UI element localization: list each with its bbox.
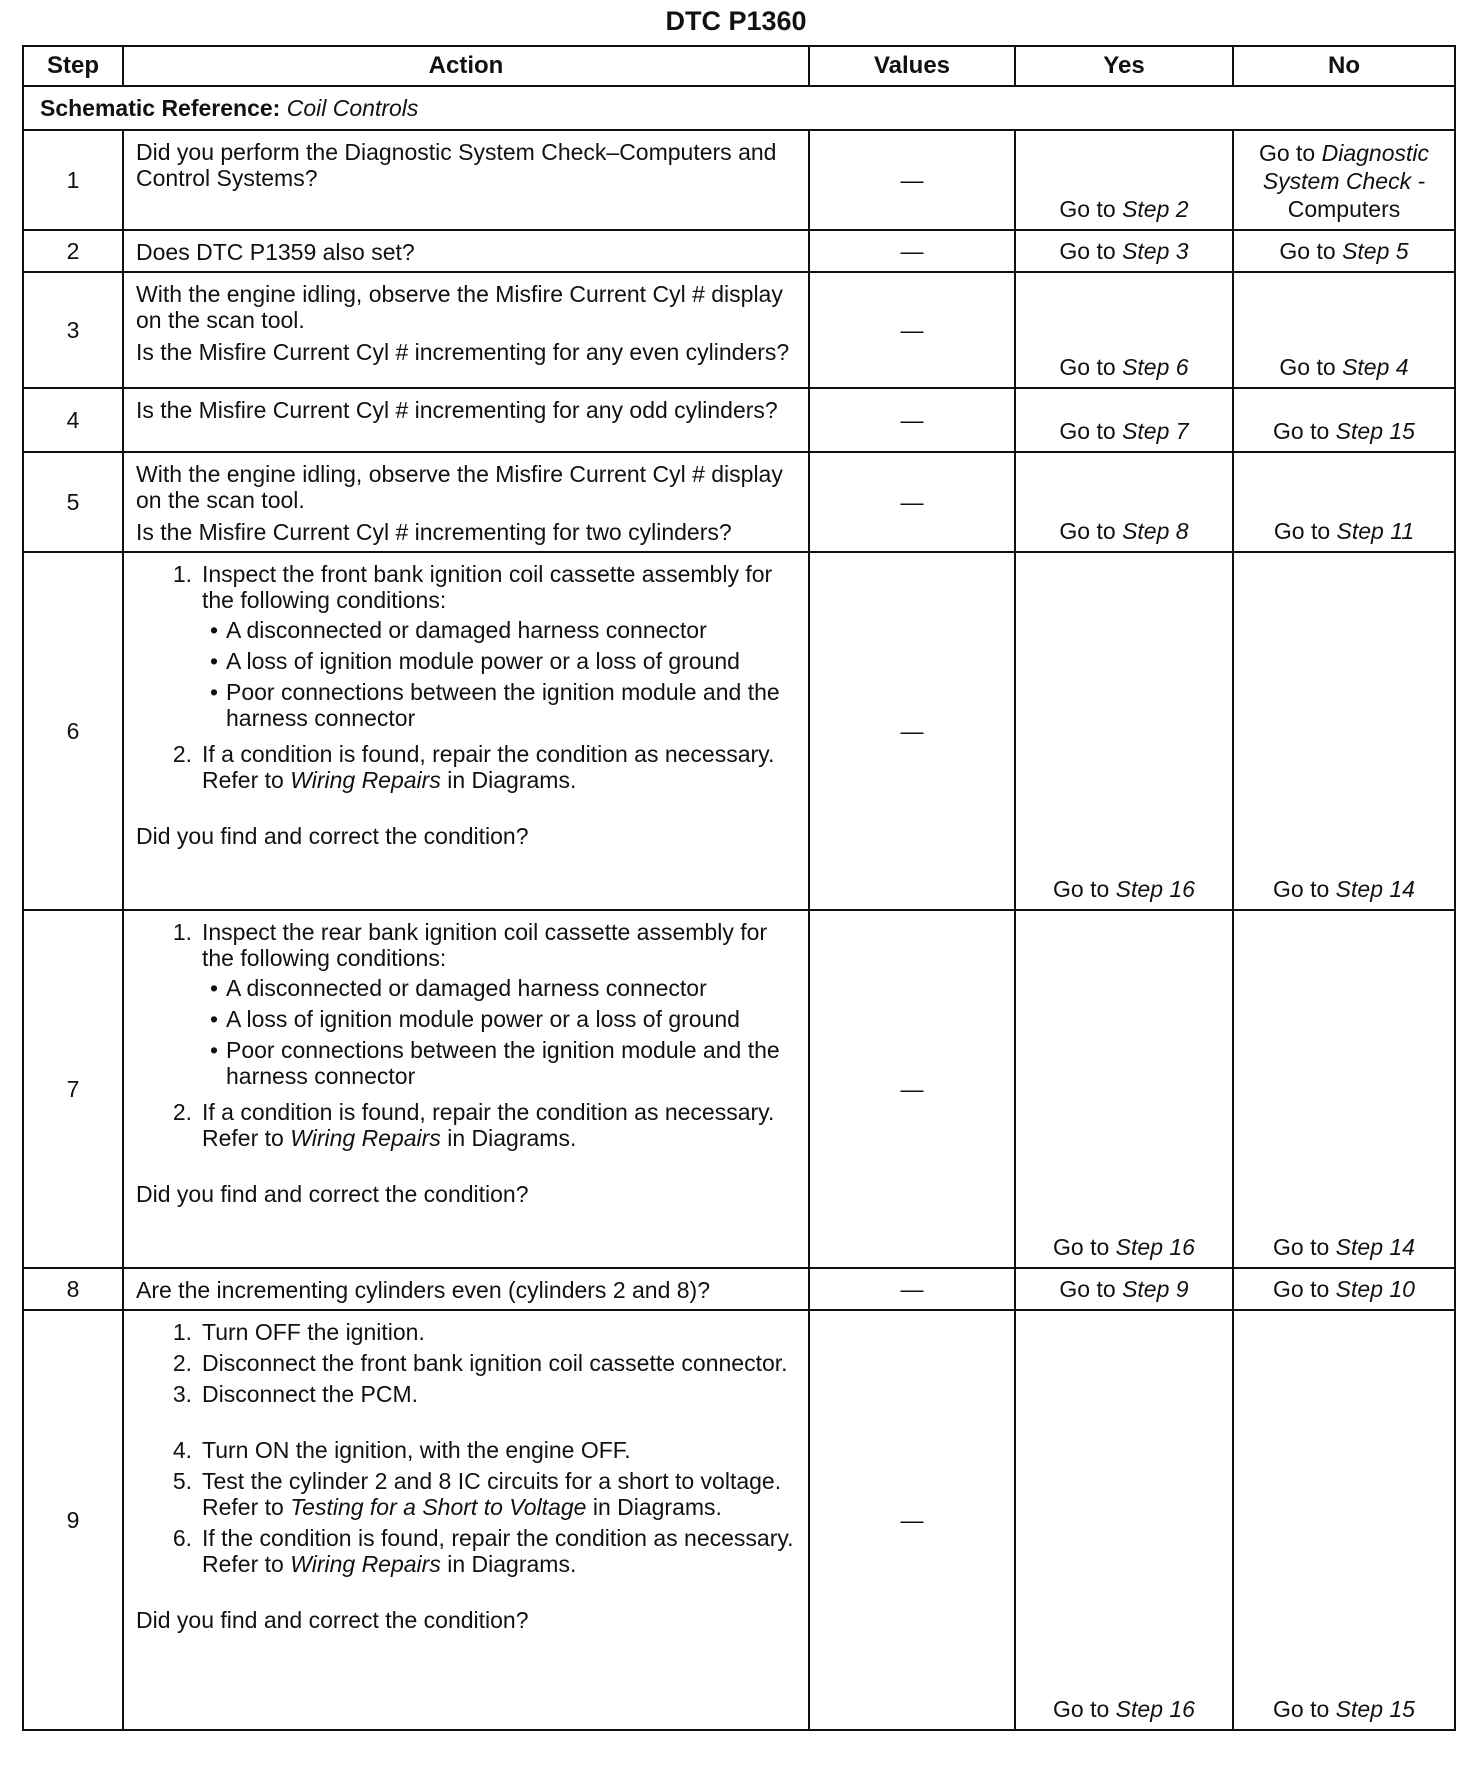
action-question: Did you find and correct the condition? [136,823,529,849]
yes-cell [1015,272,1233,388]
reference-link: Wiring Repairs [290,1551,441,1577]
step-number: 4 [23,388,123,452]
no-cell [1233,272,1455,388]
list-item [136,1099,796,1151]
step-link: Step 15 [1335,1696,1415,1722]
list-item [136,1319,796,1345]
goto-text: Go to [1273,518,1331,544]
goto-text: Go to [1059,418,1116,444]
no-cell [1233,1268,1455,1310]
values-cell: — [809,910,1015,1268]
list-item [136,1525,796,1577]
step-link: Step 11 [1336,518,1415,544]
item-number: 5. [172,1468,192,1494]
goto-text: Go to [1053,876,1110,902]
goto-text: Go to [1279,354,1336,380]
goto-text: Go to [1273,418,1330,444]
item-text: Test the cylinder 2 and 8 IC circuits for a short to voltage. Refer to [202,1468,782,1520]
item-text: Diagrams. [617,1494,722,1520]
goto-text: Go to [1053,1234,1110,1260]
goto-text: Go to [1053,1696,1110,1722]
yes-cell [1015,1268,1233,1310]
table-row [23,388,1455,452]
bullet-glyph: • [209,617,219,643]
item-text: Inspect the front bank ignition coil cassette assembly for the following conditions: [202,561,773,613]
values-cell: — [809,388,1015,452]
yes-cell [1015,452,1233,552]
goto-text: Go to [1273,1696,1330,1722]
goto-text: Go to [1059,1276,1116,1302]
item-number: 2. [172,741,192,767]
step-link: Step 2 [1122,196,1189,222]
action-question: Is the Misfire Current Cyl # incrementing for any even cylinders? [136,339,790,365]
step-link: Step 4 [1342,354,1409,380]
values-cell: — [809,272,1015,388]
item-text: Turn ON the ignition, with the engine OFF. [202,1437,631,1463]
step-link: Step 16 [1115,1234,1195,1260]
no-cell [1233,1310,1455,1730]
goto-text: Go to [1273,876,1330,902]
item-text: in [447,1551,466,1577]
bullet-text: A loss of ignition module power or a loss of ground [226,1006,740,1032]
bullet-text: A loss of ignition module power or a loss of ground [226,648,740,674]
action-cell [123,910,809,1268]
bullet-text: A disconnected or damaged harness connector [226,617,707,643]
item-text: Turn OFF the ignition. [202,1319,425,1345]
step-number: 7 [23,910,123,1268]
reference-link: Testing for a Short to Voltage [290,1494,587,1520]
item-text: If a condition is found, repair the condition as necessary. Refer to [202,1099,775,1151]
step-link: Step 10 [1335,1276,1415,1302]
header-yes: Yes [1015,46,1233,86]
list-item [136,1381,796,1407]
goto-text: Go to [1059,238,1116,264]
no-cell [1233,910,1455,1268]
item-text: Diagrams. [471,1551,577,1577]
action-cell [123,1310,809,1730]
goto-text: Go to [1273,1234,1330,1260]
goto-text: Go to [1279,238,1336,264]
item-number: 4. [172,1437,192,1463]
reference-link: Wiring Repairs [290,1125,441,1151]
schematic-row [23,86,1455,130]
no-cell [1233,230,1455,272]
header-action: Action [123,46,809,86]
bullet-item [202,679,796,731]
reference-link: Diagnostic System Check - [1262,140,1430,194]
action-cell [123,552,809,910]
item-text: If the condition is found, repair the condition as necessary. Refer to [202,1525,794,1577]
step-link: Step 8 [1122,518,1189,544]
action-question: Did you find and correct the condition? [136,1607,529,1633]
action-text: With the engine idling, observe the Misfire Current Cyl # display on the scan tool. [136,461,783,513]
goto-text: Go to [1059,196,1116,222]
action-text: With the engine idling, observe the Misfire Current Cyl # display on the scan tool. [136,281,783,333]
bullet-item [202,975,796,1001]
action-text: Are the incrementing cylinders even (cylinders 2 and 8)? [136,1277,711,1303]
no-cell [1233,552,1455,910]
action-question: Did you find and correct the condition? [136,1181,529,1207]
reference-link: Wiring Repairs [290,767,441,793]
goto-text: Go to [1273,1276,1330,1302]
list-item [136,919,796,1094]
step-number: 8 [23,1268,123,1310]
step-link: Step 6 [1122,354,1189,380]
step-link: Step 14 [1335,1234,1415,1260]
schematic-value: Coil Controls [286,94,419,121]
values-cell: — [809,552,1015,910]
step-number: 1 [23,130,123,230]
list-item [136,1437,796,1463]
values-cell: — [809,230,1015,272]
action-question: Is the Misfire Current Cyl # incrementing for two cylinders? [136,519,732,545]
list-item [136,561,796,736]
action-cell [123,130,809,230]
action-cell [123,452,809,552]
no-cell [1233,130,1455,230]
step-link: Step 16 [1115,876,1195,902]
yes-cell [1015,130,1233,230]
values-cell: — [809,1310,1015,1730]
procedure-list [136,919,796,1151]
procedure-list [136,1319,796,1577]
diagnostic-table [22,45,1456,1731]
table-row [23,1268,1455,1310]
bullet-text: Poor connections between the ignition module and the harness connector [226,679,780,731]
table-row [23,1310,1455,1730]
step-number: 9 [23,1310,123,1730]
item-text: Inspect the rear bank ignition coil cassette assembly for the following conditions: [202,919,768,971]
table-row [23,230,1455,272]
schematic-label: Schematic Reference: [40,94,281,121]
item-number: 1. [172,1319,192,1345]
values-cell: — [809,1268,1015,1310]
item-number: 2. [172,1099,192,1125]
step-number: 6 [23,552,123,910]
step-link: Step 16 [1115,1696,1195,1722]
goto-text: Go to [1059,354,1116,380]
bullet-glyph: • [209,1037,219,1063]
item-number: 6. [172,1525,192,1551]
document-title: DTC P1360 [665,6,807,36]
header-step: Step [23,46,123,86]
item-number: 2. [172,1350,192,1376]
step-number: 5 [23,452,123,552]
action-text: Does DTC P1359 also set? [136,239,415,265]
action-cell [123,1268,809,1310]
item-text: Diagrams. [471,1125,577,1151]
item-text: Disconnect the PCM. [202,1381,419,1407]
table-row [23,552,1455,910]
goto-text: Go to [1258,140,1316,166]
item-text: in [447,767,466,793]
step-link: Step 15 [1335,418,1415,444]
item-text: Disconnect the front bank ignition coil cassette connector. [202,1350,788,1376]
bullet-glyph: • [209,975,219,1001]
bullet-glyph: • [209,648,219,674]
yes-cell [1015,1310,1233,1730]
action-cell [123,230,809,272]
item-number: 3. [172,1381,192,1407]
goto-text: Go to [1059,518,1116,544]
values-cell: — [809,130,1015,230]
bullet-item [202,1037,796,1089]
condition-list [202,617,796,731]
procedure-list [136,561,796,793]
header-row [23,46,1455,86]
action-cell [123,272,809,388]
item-text: in [447,1125,466,1151]
yes-cell [1015,910,1233,1268]
reference-text: Computers [1287,196,1401,222]
step-link: Step 9 [1122,1276,1189,1302]
bullet-item [202,1006,796,1032]
step-link: Step 3 [1122,238,1189,264]
condition-list [202,975,796,1089]
action-text: Is the Misfire Current Cyl # incrementing for any odd cylinders? [136,397,778,423]
item-number: 1. [172,919,192,945]
no-cell [1233,388,1455,452]
no-cell [1233,452,1455,552]
step-link: Step 5 [1342,238,1409,264]
bullet-item [202,648,796,674]
list-item [136,741,796,793]
step-link: Step 14 [1335,876,1415,902]
values-cell: — [809,452,1015,552]
step-number: 3 [23,272,123,388]
action-text: Did you perform the Diagnostic System Check–Computers and Control Systems? [136,139,777,191]
item-text: If a condition is found, repair the condition as necessary. Refer to [202,741,775,793]
step-number: 2 [23,230,123,272]
header-values: Values [809,46,1015,86]
action-cell [123,388,809,452]
header-no: No [1233,46,1455,86]
bullet-glyph: • [209,1006,219,1032]
bullet-item [202,617,796,643]
list-item [136,1468,796,1520]
item-number: 1. [172,561,192,587]
bullet-text: Poor connections between the ignition module and the harness connector [226,1037,780,1089]
yes-cell [1015,230,1233,272]
item-text: in [592,1494,611,1520]
table-row [23,452,1455,552]
table-row [23,130,1455,230]
item-text: Diagrams. [471,767,577,793]
list-item [136,1350,796,1376]
bullet-text: A disconnected or damaged harness connector [226,975,707,1001]
yes-cell [1015,552,1233,910]
step-link: Step 7 [1122,418,1189,444]
yes-cell [1015,388,1233,452]
bullet-glyph: • [209,679,219,705]
table-row [23,910,1455,1268]
table-row [23,272,1455,388]
